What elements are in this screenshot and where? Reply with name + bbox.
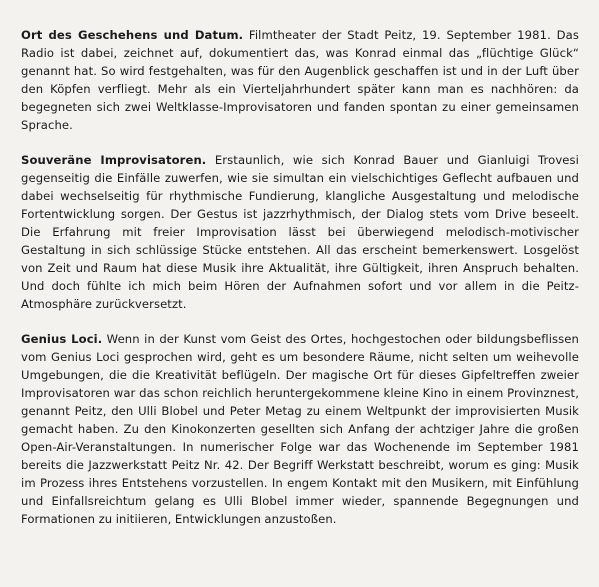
paragraph-heading: Souveräne Improvisatoren. — [21, 153, 207, 167]
paragraph-souveraene-improvisatoren — [21, 151, 579, 313]
paragraph-heading: Ort des Geschehens und Datum. — [21, 28, 244, 42]
paragraph-genius-loci — [21, 330, 579, 528]
paragraph-ort-des-geschehens — [21, 26, 579, 134]
paragraph-text: Wenn in der Kunst vom Geist des Ortes, hochgestochen oder bildungsbeflissen vom Genius Loci gesprochen wird, geht es um besondere Räume, nicht selten um weihevolle Umgebungen, die die Kreativität beflügeln. Der magische Ort für dieses Gipfeltreffen zweier Improvisatoren war das schon reichlich heruntergekommene kleine Kino in einem Provinznest, genannt Peitz, den Ulli Blobel und Peter Metag zu einem Weltpunkt der improvisierten Musik gemacht haben. Zu den Kinokonzerten gesellten sich Anfang der achtziger Jahre die großen Open-Air-Veranstaltungen. In numerischer Folge war das Wochenende im September 1981 bereits die Jazzwerkstatt Peitz Nr. 42. Der Begriff Werkstatt beschreibt, worum es ging: Musik im Prozess ihres Entstehens vorzustellen. In engem Kontakt mit den Musikern, mit Einfühlung und Einfallsreichtum gelang es Ulli Blobel immer wieder, spannende Begegnungen und Formationen zu initiieren, Entwicklungen anzustoßen. — [21, 332, 579, 526]
paragraph-text: Erstaunlich, wie sich Konrad Bauer und Gianluigi Trovesi gegenseitig die Einfälle zuwerfen, wie sie simultan ein vielschichtiges Geflecht aufbauen und dabei wechselseitig für rhythmische Fundierung, klangliche Ausgestaltung und melodische Fortentwicklung sorgen. Der Gestus ist jazzrhythmisch, der Dialog stets vom Drive beseelt. Die Erfahrung mit freier Improvisation lässt bei überwiegend melodisch-motivischer Gestaltung in sich schlüssige Stücke entstehen. All das erscheint bemerkenswert. Losgelöst von Zeit und Raum hat diese Musik ihre Aktualität, ihre Gültigkeit, ihren Anspruch behalten. Und doch fühlte ich mich beim Hören der Aufnahmen sofort und vor allem in die Peitz-Atmosphäre zurückversetzt. — [21, 153, 579, 311]
paragraph-heading: Genius Loci. — [21, 332, 103, 346]
paragraph-text: Filmtheater der Stadt Peitz, 19. September 1981. Das Radio ist dabei, zeichnet auf, dokumentiert das, was Konrad einmal das „flüchtige Glück“ genannt hat. So wird festgehalten, was für den Augenblick geschaffen ist und in der Luft über den Köpfen verfliegt. Mehr als ein Vierteljahrhundert später kann man es nachhören: da begegneten sich zwei Weltklasse-Improvisatoren und fanden spontan zu einer gemeinsamen Sprache. — [21, 28, 579, 132]
